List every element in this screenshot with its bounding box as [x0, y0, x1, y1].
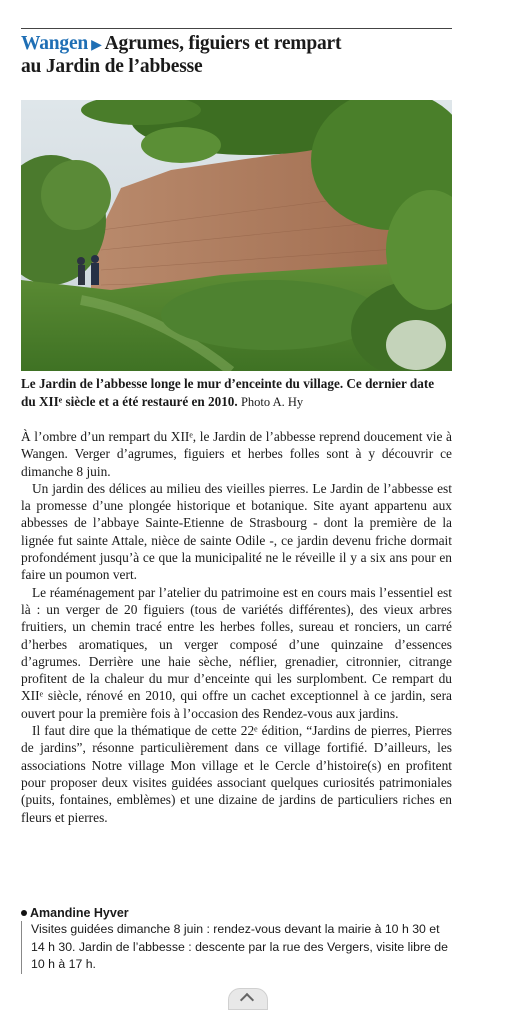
author-name: Amandine Hyver — [30, 906, 129, 920]
scroll-up-handle[interactable] — [228, 988, 268, 1010]
triangle-right-icon: ▶ — [91, 38, 102, 53]
article-body — [21, 428, 452, 826]
chevron-up-icon — [240, 993, 254, 1007]
paragraph: Il faut dire que la thématique de cette 22ᵉ édition, “Jardins de pierres, Pierres de jardins”, résonne particulièrement dans ce village fortifié. D’ailleurs, les associations Notre village Mon village et le Cercle d’histoire(s) en profitent pour proposer deux visites guidées associant quelques curiosités patrimoniales (puits, fontaines, emblèmes) et une dizaine de jardins de particuliers riches en fleurs et pierres. — [21, 723, 452, 825]
paragraph: À l’ombre d’un rempart du XIIᵉ, le Jardin de l’abbesse reprend doucement vie à Wangen. Verger d’agrumes, figuiers et herbes folles sont à y découvrir ce dimanche 8 juin. — [21, 429, 452, 479]
title-line-2: au Jardin de l’abbesse — [21, 56, 203, 77]
photo-credit: Photo A. Hy — [240, 394, 304, 409]
title-line-1: Agrumes, figuiers et rempart — [104, 33, 342, 54]
top-rule — [21, 28, 452, 29]
author-byline — [21, 906, 452, 920]
photo-caption — [21, 375, 452, 411]
paragraph: Le réaménagement par l’atelier du patrimoine est en cours mais l’essentiel est là : un verger de 20 figuiers (tous de variétés différentes), des vieux arbres fruitiers, un chemin tracé entre les herbes folles, sureau et ronciers, un carré d’herbes aromatiques, un verger composé d’une quinzaine d’essences d’agrumes. Derrière une haie sèche, néflier, grenadier, citronnier, citrange profitent de la chaleur du mur d’enceinte qui les surplombent. Ce rempart du XIIᵉ siècle, rénové en 2010, qui offre un cachet exceptionnel à ce jardin, sera ouvert pour la première fois à l’occasion des Rendez-vous aux jardins. — [21, 584, 452, 721]
paragraph: Un jardin des délices au milieu des vieilles pierres. Le Jardin de l’abbesse est la promesse d’une plongée historique et botanique. Site ayant appartenu aux abbesses de l’abbaye Sainte-Etienne de Strasbourg - dont la première de la lignée fut sainte Attale, nièce de sainte Odile -, ce jardin devenu friche dormait profondément jusqu’à ce que la municipalité ne le réveille il y a six ans pour en faire un poumon vert. — [21, 480, 452, 583]
article-photo — [21, 100, 452, 371]
practical-info-text: Visites guidées dimanche 8 juin : rendez-vous devant la mairie à 10 h 30 et 14 h 30. Jardin de l’abbesse : descente par la rue des Vergers, visite libre de 10 h à 17 h. — [31, 922, 448, 971]
bullet-icon — [21, 910, 27, 916]
caption-text: Le Jardin de l’abbesse longe le mur d’enceinte du village. Ce dernier date du XIIᵉ siècle et a été restauré en 2010. — [21, 376, 435, 409]
kicker-location: Wangen — [21, 33, 89, 54]
practical-info — [21, 921, 449, 974]
headline — [21, 33, 452, 77]
